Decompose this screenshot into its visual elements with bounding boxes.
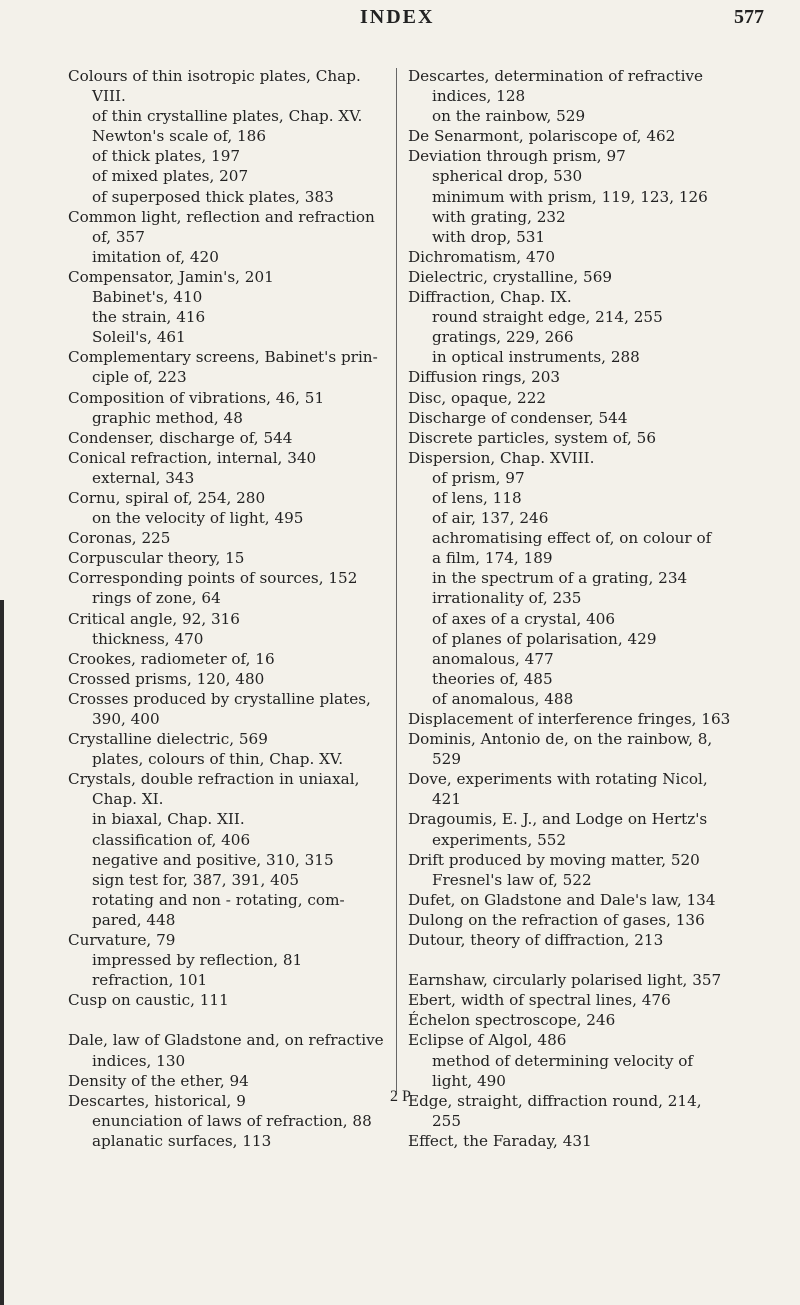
index-continuation: 421 [432,790,461,809]
index-entry: Corpuscular theory, 15 [68,549,245,568]
running-title: INDEX [360,6,435,28]
index-subentry: of thick plates, 197 [92,147,241,166]
index-entry: Crosses produced by crystalline plates, [68,689,371,708]
index-entry: Dielectric, crystalline, 569 [408,267,613,286]
index-subentry: classification of, 406 [92,830,251,849]
index-entry: Crossed prisms, 120, 480 [68,669,265,688]
index-subentry: Babinet's, 410 [92,288,203,307]
index-entry: Colours of thin isotropic plates, Chap. [68,67,361,85]
index-subentry: irrationality of, 235 [432,589,582,608]
index-entry: Deviation through prism, 97 [408,147,626,166]
index-entry: Displacement of interference fringes, 163 [408,710,731,728]
page-number: 577 [734,6,764,28]
index-subentry: gratings, 229, 266 [432,328,574,347]
index-entry: Coronas, 225 [68,529,171,548]
index-subentry: of air, 137, 246 [432,509,549,528]
index-subentry: impressed by reflection, 81 [92,951,303,970]
index-subentry: spherical drop, 530 [432,167,583,186]
index-subentry: minimum with prism, 119, 123, 126 [432,187,708,206]
column-divider [396,68,397,1092]
index-continuation: of, 357 [92,227,145,246]
index-subentry: theories of, 485 [432,669,553,688]
index-subentry: on the rainbow, 529 [432,107,586,126]
index-entry: Dulong on the refraction of gases, 136 [408,910,705,929]
index-entry: Earnshaw, circularly polarised light, 357 [408,971,722,990]
index-entry: Cusp on caustic, 111 [68,991,229,1010]
index-column-left [68,66,428,1151]
index-entry: Corresponding points of sources, 152 [68,569,358,588]
index-subentry: Soleil's, 461 [92,328,186,347]
index-subentry: sign test for, 387, 391, 405 [92,870,300,889]
index-continuation: 529 [432,750,461,769]
index-subentry: round straight edge, 214, 255 [432,308,663,327]
index-subentry: imitation of, 420 [92,247,219,266]
index-entry: Edge, straight, diffraction round, 214, [408,1091,702,1110]
index-continuation: 255 [432,1111,461,1130]
index-subentry: in biaxal, Chap. XII. [92,810,245,829]
page-edge-shadow [0,600,4,1305]
index-subentry: Newton's scale of, 186 [92,127,266,146]
section-gap [68,1010,428,1030]
index-entry: Ebert, width of spectral lines, 476 [408,991,671,1010]
index-continuation: experiments, 552 [432,830,567,849]
index-entry: De Senarmont, polariscope of, 462 [408,127,676,146]
index-subentry: of superposed thick plates, 383 [92,187,334,206]
index-continuation: ciple of, 223 [92,368,187,387]
index-entry: Cornu, spiral of, 254, 280 [68,488,266,507]
index-entry: Dutour, theory of diffraction, 213 [408,931,664,950]
index-entry: Conical refraction, internal, 340 [68,448,317,467]
index-entry: Dragoumis, E. J., and Lodge on Hertz's [408,810,708,829]
index-subentry: refraction, 101 [92,971,208,990]
index-subentry: in optical instruments, 288 [432,348,640,367]
index-entry: Dove, experiments with rotating Nicol, [408,770,708,789]
index-entry: Eclipse of Algol, 486 [408,1031,567,1050]
index-subentry: enunciation of laws of refraction, 88 [92,1111,372,1130]
index-subentry: rings of zone, 64 [92,589,221,608]
index-subentry: with drop, 531 [432,227,546,246]
index-subentry: the strain, 416 [92,308,206,327]
index-entry: Critical angle, 92, 316 [68,609,240,628]
index-entry: Curvature, 79 [68,931,176,950]
index-entry: Effect, the Faraday, 431 [408,1131,592,1150]
index-entry: Composition of vibrations, 46, 51 [68,388,325,407]
index-continuation: Chap. XI. [92,790,164,809]
index-subentry: of anomalous, 488 [432,689,574,708]
index-continuation: a film, 174, 189 [432,549,553,568]
index-subentry: negative and positive, 310, 315 [92,850,334,869]
index-subentry: of thin crystalline plates, Chap. XV. [92,107,363,126]
index-column-right [408,66,768,1151]
index-entry: Dominis, Antonio de, on the rainbow, 8, [408,730,713,749]
page-header [0,6,800,32]
index-subentry: of lens, 118 [432,488,522,507]
index-subentry: external, 343 [92,468,195,487]
index-entry: Crystalline dielectric, 569 [68,730,268,749]
index-entry: Échelon spectroscope, 246 [408,1011,616,1030]
index-subentry: achromatising effect of, on colour of [432,529,712,548]
index-subentry: of prism, 97 [432,468,525,487]
index-continuation: VIII. [92,87,126,106]
index-entry: Discrete particles, system of, 56 [408,428,656,447]
index-continuation: light, 490 [432,1071,506,1090]
index-entry: Descartes, determination of refractive [408,67,703,85]
index-subentry: in the spectrum of a grating, 234 [432,569,688,588]
index-entry: Density of the ether, 94 [68,1071,249,1090]
index-entry: Disc, opaque, 222 [408,388,547,407]
index-entry: Drift produced by moving matter, 520 [408,850,700,869]
index-subentry: of mixed plates, 207 [92,167,249,186]
index-subentry: of axes of a crystal, 406 [432,609,616,628]
index-subentry: aplanatic surfaces, 113 [92,1131,272,1150]
section-gap [408,950,768,970]
index-subentry: Fresnel's law of, 522 [432,870,592,889]
index-entry: Diffraction, Chap. IX. [408,288,572,307]
index-entry: Dispersion, Chap. XVIII. [408,448,595,467]
index-continuation: indices, 128 [432,87,526,106]
index-entry: Dale, law of Gladstone and, on refractive [68,1031,384,1050]
index-subentry: method of determining velocity of [432,1051,694,1070]
index-subentry: plates, colours of thin, Chap. XV. [92,750,344,769]
index-entry: Dichromatism, 470 [408,247,555,266]
index-subentry: of planes of polarisation, 429 [432,629,657,648]
index-entry: Common light, reflection and refraction [68,207,375,226]
index-subentry: with grating, 232 [432,207,566,226]
index-continuation: 390, 400 [92,710,160,728]
index-entry: Crookes, radiometer of, 16 [68,649,275,668]
index-subentry: rotating and non - rotating, com- [92,890,345,909]
index-subentry: on the velocity of light, 495 [92,509,304,528]
index-entry: Descartes, historical, 9 [68,1091,246,1110]
index-continuation: indices, 130 [92,1051,186,1070]
index-entry: Compensator, Jamin's, 201 [68,267,274,286]
index-entry: Discharge of condenser, 544 [408,408,628,427]
index-entry: Condenser, discharge of, 544 [68,428,293,447]
index-entry: Complementary screens, Babinet's prin- [68,348,378,367]
index-entry: Crystals, double refraction in uniaxal, [68,770,360,789]
signature-mark: 2 P [390,1088,411,1105]
index-subentry: graphic method, 48 [92,408,243,427]
index-continuation: pared, 448 [92,910,176,929]
index-entry: Diffusion rings, 203 [408,368,561,387]
index-entry: Dufet, on Gladstone and Dale's law, 134 [408,890,716,909]
index-subentry: thickness, 470 [92,629,204,648]
index-subentry: anomalous, 477 [432,649,554,668]
